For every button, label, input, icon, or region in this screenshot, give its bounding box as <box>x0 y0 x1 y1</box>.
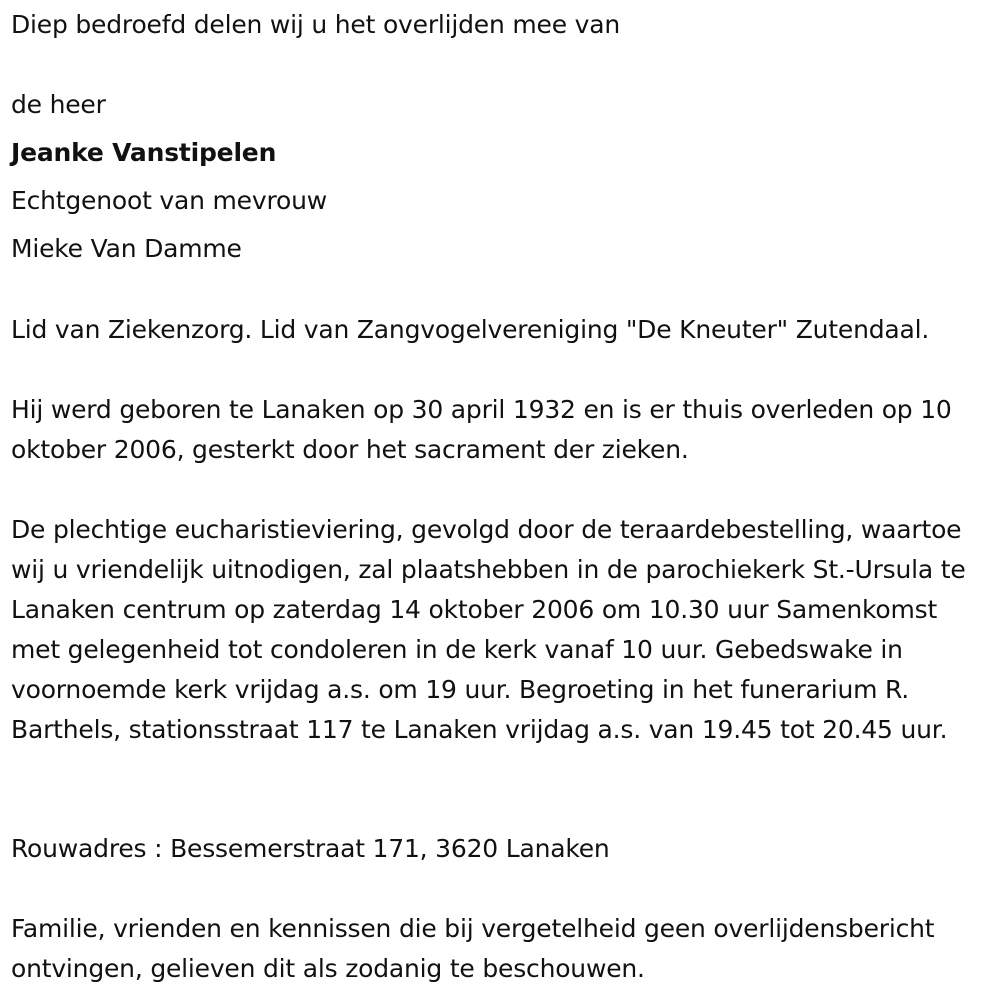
notice-paragraph: Familie, vrienden en kennissen die bij vergetelheid geen overlijdensbericht ontvingen, gelieven dit als zodanig te beschouwen. <box>11 914 935 983</box>
mourning-address: Rouwadres : Bessemerstraat 171, 3620 Lanaken <box>11 834 610 863</box>
spouse-label: Echtgenoot van mevrouw <box>11 186 327 215</box>
spouse-name: Mieke Van Damme <box>11 234 242 263</box>
birth-death-paragraph: Hij werd geboren te Lanaken op 30 april 1932 en is er thuis overleden op 10 oktober 2006, gesterkt door het sacrament der zieken. <box>11 395 952 464</box>
ceremony-paragraph: De plechtige eucharistieviering, gevolgd door de teraardebestelling, waartoe wij u vriendelijk uitnodigen, zal plaatshebben in de parochiekerk St.-Ursula te Lanaken centrum op zaterdag 14 oktober 2006 om 10.30 uur Samenkomst met gelegenheid tot condoleren in de kerk vanaf 10 uur. Gebedswake in voornoemde kerk vrijdag a.s. om 19 uur. Begroeting in het funerarium R. Barthels, stationsstraat 117 te Lanaken vrijdag a.s. van 19.45 tot 20.45 uur. <box>11 515 966 744</box>
memberships-text: Lid van Ziekenzorg. Lid van Zangvogelvereniging "De Kneuter" Zutendaal. <box>11 315 930 344</box>
intro-text: Diep bedroefd delen wij u het overlijden mee van <box>11 10 621 39</box>
deceased-name: Jeanke Vanstipelen <box>11 138 277 167</box>
title-prefix: de heer <box>11 90 106 119</box>
